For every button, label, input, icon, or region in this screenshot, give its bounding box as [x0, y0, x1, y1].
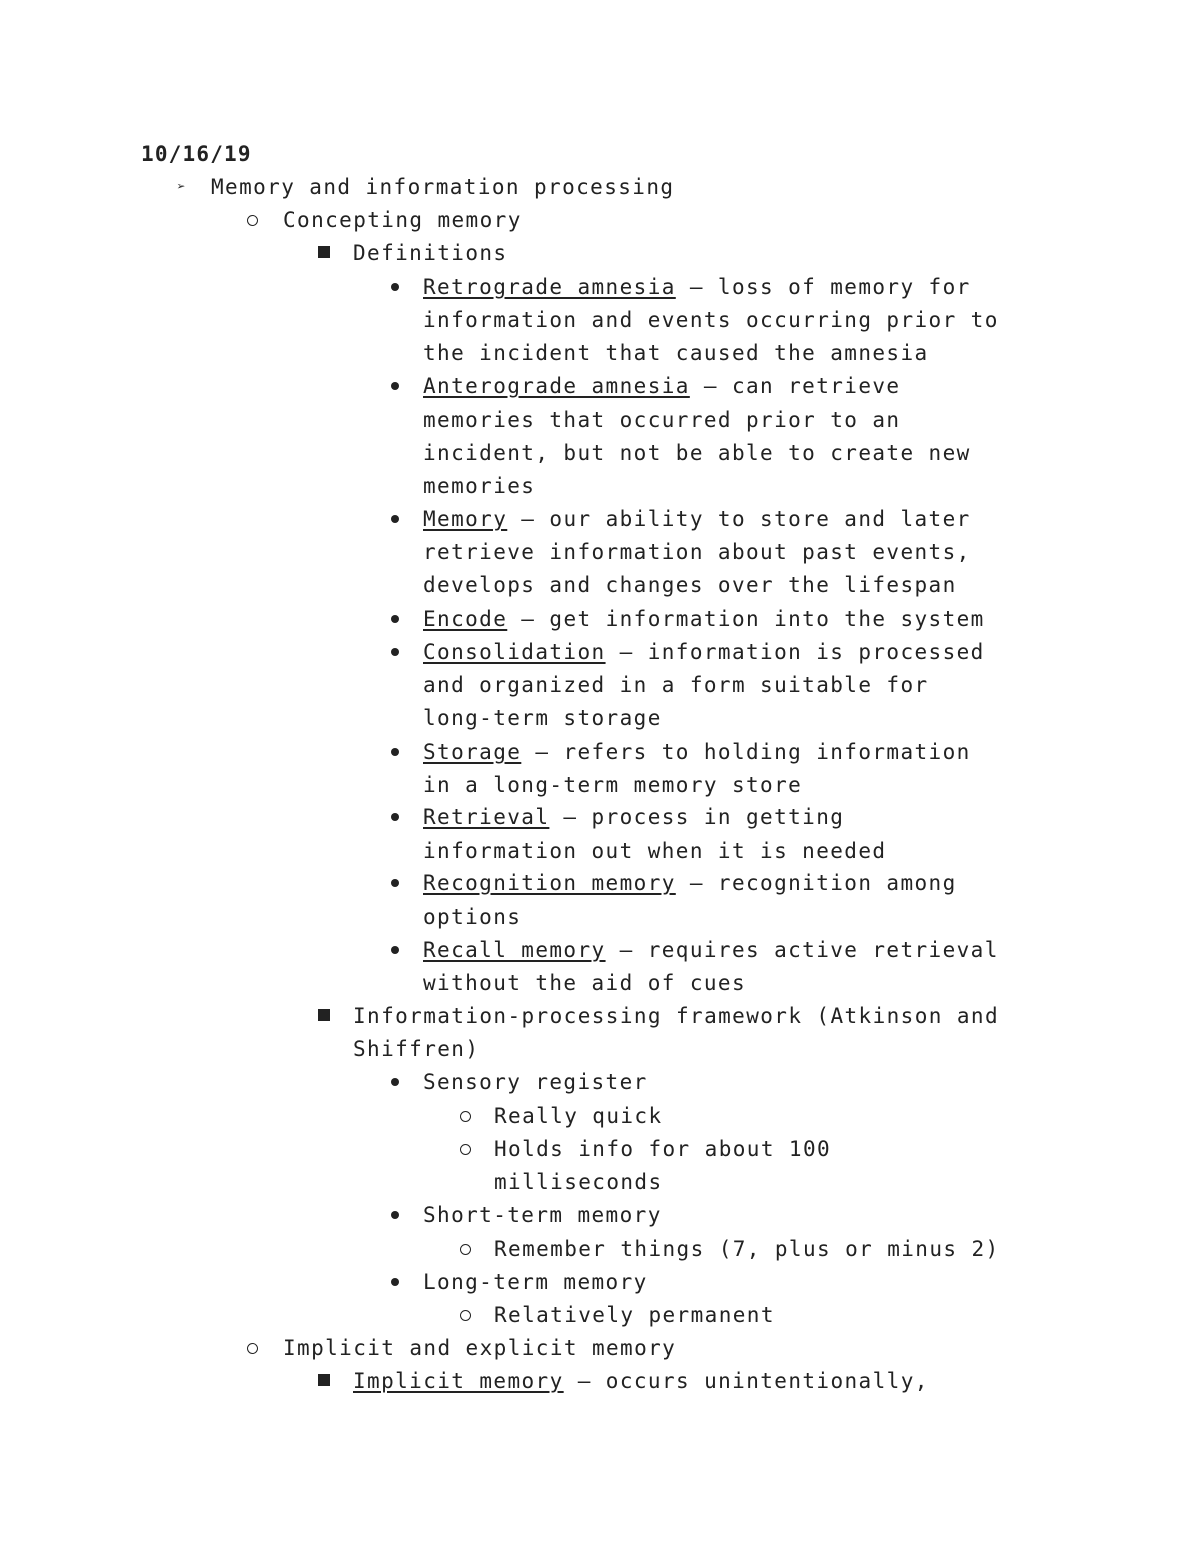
definition-text: without the aid of cues [423, 971, 746, 995]
framework-heading: Information-processing framework (Atkinson and [353, 1004, 999, 1028]
dot-bullet-icon [391, 515, 399, 523]
dot-bullet-icon [391, 1211, 399, 1219]
definition-text: – occurs unintentionally, [563, 1369, 929, 1393]
definition-text: – our ability to store and later [507, 507, 971, 531]
framework-note: Holds info for about 100 [494, 1137, 832, 1161]
definition-item [423, 736, 971, 769]
implicit-memory-item [353, 1365, 929, 1398]
definition-text: and organized in a form suitable for [423, 673, 929, 697]
dot-bullet-icon [391, 615, 399, 623]
framework-note: Really quick [494, 1104, 663, 1128]
definition-term: Storage [423, 740, 522, 764]
dot-bullet-icon [391, 813, 399, 821]
definition-text: information out when it is needed [423, 839, 887, 863]
hollow-circle-bullet-icon [247, 215, 258, 226]
definition-term: Implicit memory [353, 1369, 564, 1393]
definition-item [423, 867, 957, 900]
definition-text: – recognition among [675, 871, 957, 895]
square-bullet-icon [318, 246, 330, 258]
arrow-bullet-icon: ➢ [177, 179, 186, 195]
square-bullet-icon [318, 1009, 330, 1021]
definition-term: Consolidation [423, 640, 606, 664]
framework-note: Relatively permanent [494, 1303, 775, 1327]
date-heading: 10/16/19 [141, 142, 252, 166]
dot-bullet-icon [391, 879, 399, 887]
definition-term: Anterograde amnesia [423, 374, 690, 398]
framework-item-sensory: Sensory register [423, 1070, 648, 1094]
definition-text: – can retrieve [689, 374, 901, 398]
definition-term: Retrieval [423, 805, 550, 829]
definition-item [423, 370, 900, 403]
framework-note-cont: milliseconds [494, 1170, 663, 1194]
dot-bullet-icon [391, 648, 399, 656]
definition-text: develops and changes over the lifespan [423, 573, 957, 597]
definition-item [423, 801, 844, 834]
definition-text: in a long-term memory store [423, 773, 803, 797]
definition-item [423, 503, 971, 536]
definition-text: long-term storage [423, 706, 662, 730]
definition-text: – process in getting [549, 805, 845, 829]
hollow-circle-bullet-icon [460, 1310, 471, 1321]
definition-term: Encode [423, 607, 508, 631]
definition-term: Memory [423, 507, 508, 531]
definition-term: Retrograde amnesia [423, 275, 676, 299]
definition-text: retrieve information about past events, [423, 540, 971, 564]
definition-text: – requires active retrieval [605, 938, 999, 962]
framework-heading-cont: Shiffren) [353, 1037, 480, 1061]
hollow-circle-bullet-icon [460, 1111, 471, 1122]
hollow-circle-bullet-icon [247, 1343, 258, 1354]
definition-text: information and events occurring prior to [423, 308, 999, 332]
definition-text: options [423, 905, 522, 929]
framework-item-long-term: Long-term memory [423, 1270, 648, 1294]
hollow-circle-bullet-icon [460, 1244, 471, 1255]
dot-bullet-icon [391, 1078, 399, 1086]
definition-text: – information is processed [605, 640, 985, 664]
section-implicit-explicit: Implicit and explicit memory [283, 1336, 677, 1360]
definition-term: Recognition memory [423, 871, 676, 895]
definition-text: – get information into the system [507, 607, 985, 631]
definition-text: memories [423, 474, 536, 498]
definition-text: – refers to holding information [521, 740, 971, 764]
square-bullet-icon [318, 1374, 330, 1386]
hollow-circle-bullet-icon [460, 1144, 471, 1155]
definition-item [423, 603, 985, 636]
framework-note: Remember things (7, plus or minus 2) [494, 1237, 1000, 1261]
definition-item [423, 934, 999, 967]
definition-item [423, 271, 971, 304]
framework-item-short-term: Short-term memory [423, 1203, 662, 1227]
definition-item [423, 636, 985, 669]
dot-bullet-icon [391, 382, 399, 390]
section-concepting-memory: Concepting memory [283, 208, 522, 232]
definition-term: Recall memory [423, 938, 606, 962]
dot-bullet-icon [391, 283, 399, 291]
dot-bullet-icon [391, 1278, 399, 1286]
dot-bullet-icon [391, 946, 399, 954]
definition-text: incident, but not be able to create new [423, 441, 971, 465]
topic-heading: Memory and information processing [211, 175, 675, 199]
definition-text: – loss of memory for [675, 275, 971, 299]
definitions-heading: Definitions [353, 241, 508, 265]
definition-text: the incident that caused the amnesia [423, 341, 929, 365]
definition-text: memories that occurred prior to an [423, 408, 901, 432]
dot-bullet-icon [391, 748, 399, 756]
